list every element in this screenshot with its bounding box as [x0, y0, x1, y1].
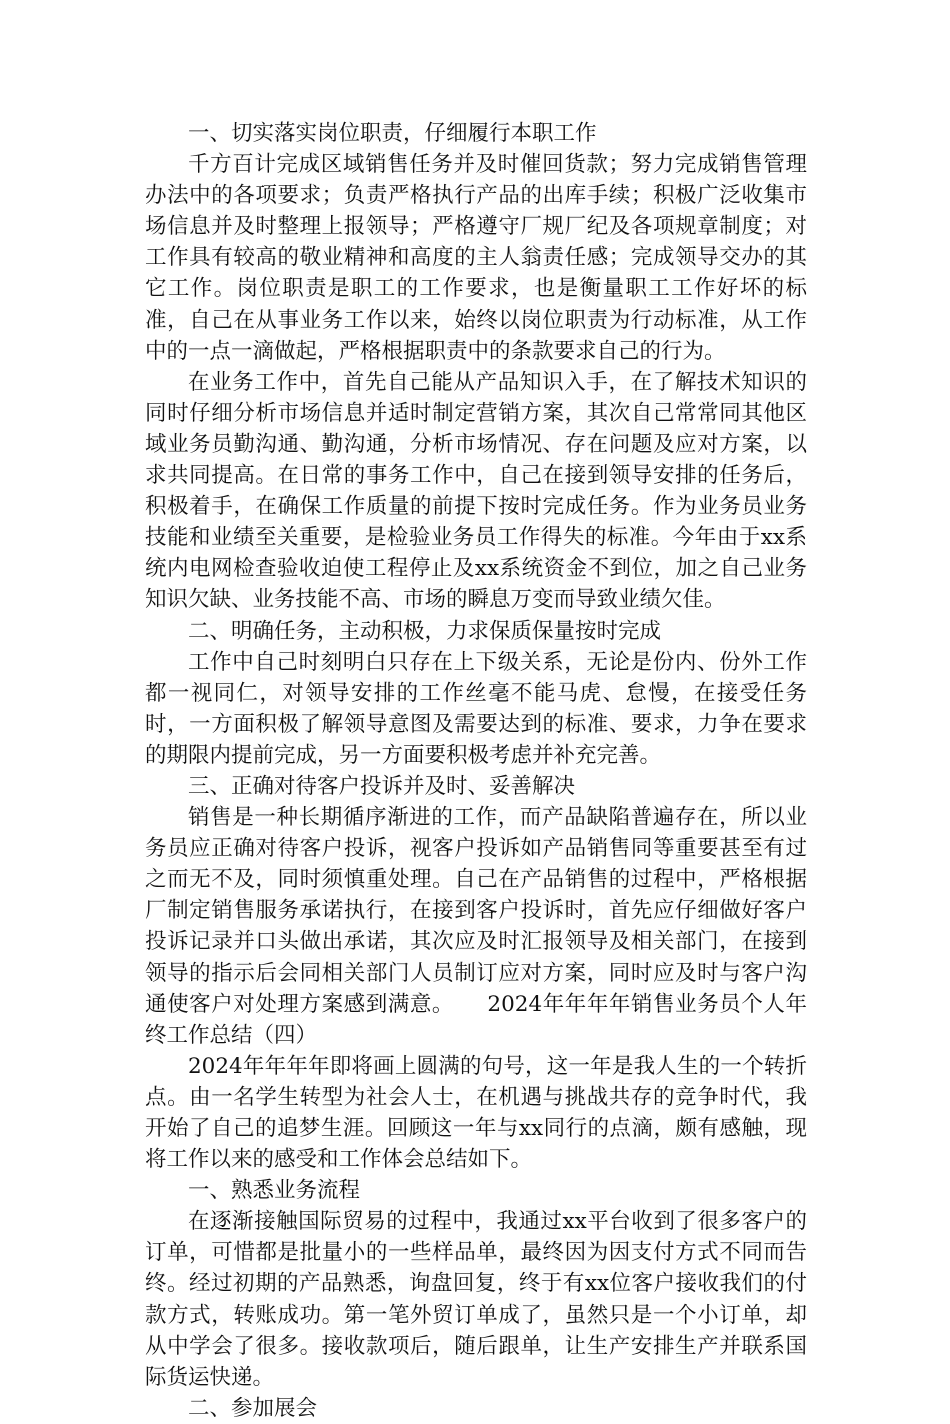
body-paragraph: 在逐渐接触国际贸易的过程中，我通过xx平台收到了很多客户的订单，可惜都是批量小的一些样品单，最终因为因支付方式不同而告终。经过初期的产品熟悉，询盘回复，终于有xx位客户接收我们的付款方式，转账成功。第一笔外贸订单成了，虽然只是一个小订单，却从中学会了很多。接收款项后，随后跟单，让生产安排生产并联系国际货运快递。 [145, 1209, 807, 1390]
section-heading: 二、参加展会 [188, 1395, 318, 1421]
body-paragraph: 销售是一种长期循序渐进的工作，而产品缺陷普遍存在，所以业务员应正确对待客户投诉，视客户投诉如产品销售同等重要甚至有过之而无不及，同时须慎重处理。自己在产品销售的过程中，严格根据厂制定销售服务承诺执行，在接到客户投诉时，首先应仔细做好客户投诉记录并口头做出承诺，其次应及时汇报领导及相关部门，在接到领导的指示后会同相关部门人员制订应对方案，同时应及时与客户沟通使客户对处理方案感到满意。 2024年年年年销售业务员个人年终工作总结（四） [145, 805, 807, 1048]
section-heading: 一、切实落实岗位职责，仔细履行本职工作 [188, 121, 597, 146]
section-heading: 二、明确任务，主动积极，力求保质保量按时完成 [188, 618, 662, 644]
body-paragraph: 2024年年年年即将画上圆满的句号，这一年是我人生的一个转折点。由一名学生转型为社会人士，在机遇与挑战共存的竞争时代，我开始了自己的追梦生涯。回顾这一年与xx同行的点滴，颇有感触，现将工作以来的感受和工作体会总结如下。 [145, 1053, 807, 1173]
section-heading: 一、熟悉业务流程 [188, 1178, 361, 1204]
section-heading: 三、正确对待客户投诉并及时、妥善解决 [188, 773, 576, 799]
body-paragraph: 在业务工作中，首先自己能从产品知识入手，在了解技术知识的同时仔细分析市场信息并适时制定营销方案，其次自己常常同其他区域业务员勤沟通、勤沟通，分析市场情况、存在问题及应对方案，以求共同提高。在日常的事务工作中，自己在接到领导安排的任务后，积极着手，在确保工作质量的前提下按时完成任务。作为业务员业务技能和业绩至关重要，是检验业务员工作得失的标准。今年由于xx系统内电网检查验收迫使工程停止及xx系统资金不到位，加之自己业务知识欠缺、业务技能不高、市场的瞬息万变而导致业绩欠佳。 [145, 369, 807, 613]
body-paragraph: 工作中自己时刻明白只存在上下级关系，无论是份内、份外工作都一视同仁，对领导安排的工作丝毫不能马虎、怠慢，在接受任务时，一方面积极了解领导意图及需要达到的标准、要求，力争在要求的期限内提前完成，另一方面要积极考虑并补充完善。 [145, 649, 807, 768]
body-paragraph: 千方百计完成区域销售任务并及时催回货款；努力完成销售管理办法中的各项要求；负责严格执行产品的出库手续；积极广泛收集市场信息并及时整理上报领导；严格遵守厂规厂纪及各项规章制度；对工作具有较高的敬业精神和高度的主人翁责任感；完成领导交办的其它工作。岗位职责是职工的工作要求，也是衡量职工工作好坏的标准，自己在从事业务工作以来，始终以岗位职责为行动标准，从工作中的一点一滴做起，严格根据职责中的条款要求自己的行为。 [145, 152, 807, 364]
document-body [145, 118, 807, 1424]
